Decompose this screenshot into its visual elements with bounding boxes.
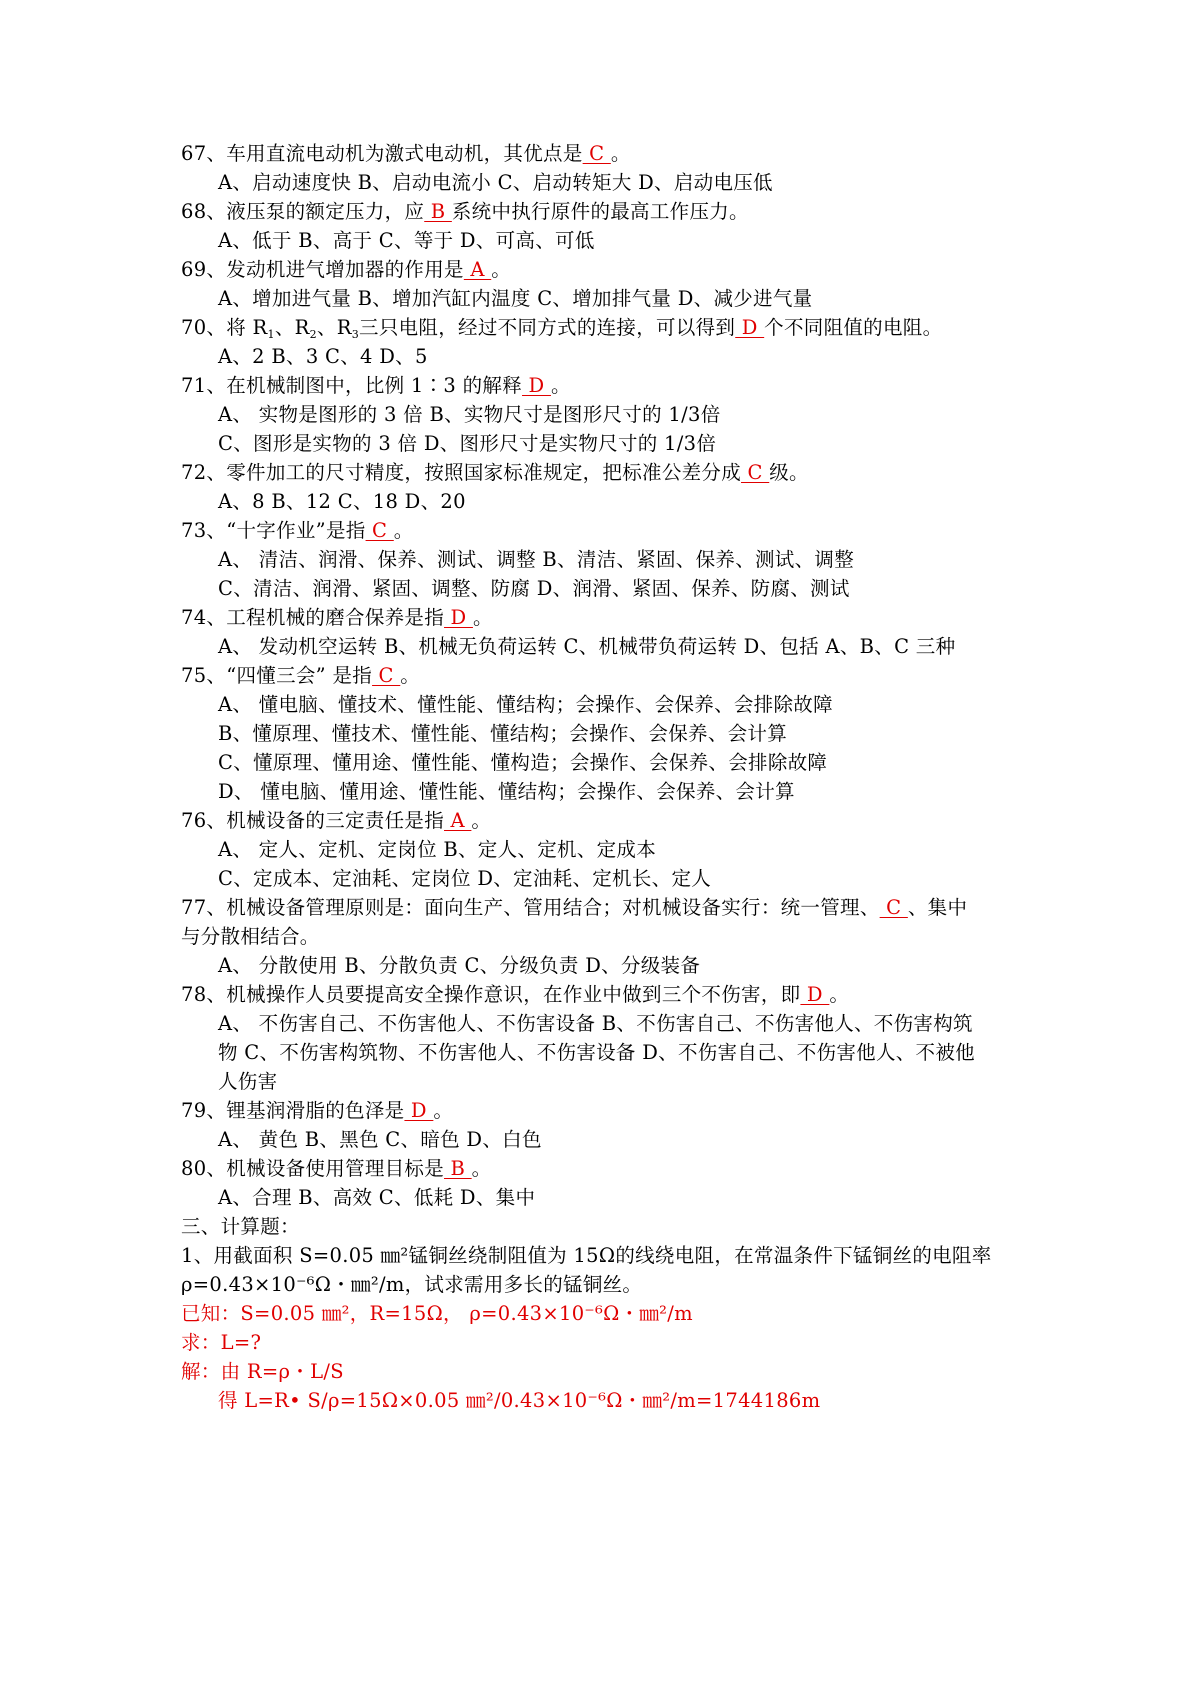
option-line: A、 黄色 B、黑色 C、暗色 D、白色 bbox=[218, 1128, 542, 1151]
answer-blank: D bbox=[800, 983, 830, 1006]
question-text: 。 bbox=[610, 142, 631, 165]
option-line: A、 清洁、润滑、保养、测试、调整 B、清洁、紧固、保养、测试、调整 bbox=[218, 548, 855, 571]
question-text: 。 bbox=[433, 1099, 454, 1122]
option-line: B、懂原理、懂技术、懂性能、懂结构；会操作、会保养、会计算 bbox=[218, 722, 788, 745]
answer-blank: A bbox=[444, 809, 472, 832]
question-q72 bbox=[181, 460, 809, 486]
question-q79 bbox=[181, 1098, 453, 1124]
answer-blank: C bbox=[365, 519, 394, 542]
answer-blank: C bbox=[741, 461, 770, 484]
question-q80 bbox=[181, 1156, 491, 1182]
separator: 、 bbox=[316, 316, 337, 339]
question-text: 70、将 R bbox=[181, 316, 268, 339]
question-text: 。 bbox=[471, 809, 492, 832]
question-text: 77、机械设备管理原则是：面向生产、管用结合；对机械设备实行：统一管理、 bbox=[181, 896, 880, 919]
question-continuation: 与分散相结合。 bbox=[181, 925, 320, 948]
option-line: A、低于 B、高于 C、等于 D、可高、可低 bbox=[218, 229, 595, 252]
question-text: 。 bbox=[472, 606, 493, 629]
known-values: 已知：S=0.05 ㎜²，R=15Ω， ρ=0.43×10⁻⁶Ω・㎜²/m bbox=[181, 1302, 693, 1325]
question-q69 bbox=[181, 257, 511, 283]
question-text: 79、锂基润滑脂的色泽是 bbox=[181, 1099, 405, 1122]
question-text: 72、零件加工的尺寸精度，按照国家标准规定，把标准公差分成 bbox=[181, 461, 742, 484]
question-q67 bbox=[181, 141, 631, 167]
option-line: A、增加进气量 B、增加汽缸内温度 C、增加排气量 D、减少进气量 bbox=[218, 287, 813, 310]
question-text: 67、车用直流电动机为激式电动机，其优点是 bbox=[181, 142, 583, 165]
answer-blank: C bbox=[582, 142, 611, 165]
question-text: 74、工程机械的磨合保养是指 bbox=[181, 606, 445, 629]
question-text: 78、机械操作人员要提高安全操作意识，在作业中做到三个不伤害，即 bbox=[181, 983, 801, 1006]
option-line: A、合理 B、高效 C、低耗 D、集中 bbox=[218, 1186, 536, 1209]
option-line: C、懂原理、懂用途、懂性能、懂构造；会操作、会保养、会排除故障 bbox=[218, 751, 828, 774]
answer-blank: C bbox=[879, 896, 908, 919]
solution-formula: 解：由 R=ρ・L/S bbox=[181, 1360, 344, 1383]
question-text: 。 bbox=[491, 258, 512, 281]
question-text: 。 bbox=[400, 664, 421, 687]
question-text: 三只电阻，经过不同方式的连接，可以得到 bbox=[359, 316, 736, 339]
question-text: 。 bbox=[550, 374, 571, 397]
problem-text: ρ=0.43×10⁻⁶Ω・㎜²/m，试求需用多长的锰铜丝。 bbox=[181, 1273, 643, 1296]
separator: 、 bbox=[274, 316, 295, 339]
question-q73 bbox=[181, 518, 414, 544]
question-text: 75、“四懂三会” 是指 bbox=[181, 664, 373, 687]
problem-text: 1、用截面积 S=0.05 ㎜²锰铜丝绕制阻值为 15Ω的线绕电阻，在常温条件下锰铜丝的电阻率 bbox=[181, 1244, 992, 1267]
section-heading: 三、计算题： bbox=[181, 1215, 300, 1238]
subscript: 3 bbox=[351, 328, 360, 341]
question-text: 级。 bbox=[769, 461, 809, 484]
answer-blank: D bbox=[404, 1099, 434, 1122]
subscript: 1 bbox=[267, 328, 275, 341]
question-q77 bbox=[181, 895, 967, 921]
question-text: 73、“十字作业”是指 bbox=[181, 519, 366, 542]
find-value: 求：L=? bbox=[181, 1331, 262, 1354]
solution-result: 得 L=R• S/ρ=15Ω×0.05 ㎜²/0.43×10⁻⁶Ω・㎜²/m=1744186m bbox=[218, 1389, 821, 1412]
question-text: 。 bbox=[829, 983, 850, 1006]
option-line: C、清洁、润滑、紧固、调整、防腐 D、润滑、紧固、保养、防腐、测试 bbox=[218, 577, 850, 600]
option-line: A、8 B、12 C、18 D、20 bbox=[218, 490, 466, 513]
option-line: C、定成本、定油耗、定岗位 D、定油耗、定机长、定人 bbox=[218, 867, 712, 890]
question-q74 bbox=[181, 605, 493, 631]
question-q75 bbox=[181, 663, 420, 689]
option-line: A、 不伤害自己、不伤害他人、不伤害设备 B、不伤害自己、不伤害他人、不伤害构筑 bbox=[218, 1012, 973, 1035]
resistor-label: R bbox=[336, 316, 352, 339]
question-text: 。 bbox=[393, 519, 414, 542]
question-q71 bbox=[181, 373, 571, 399]
option-line: 人伤害 bbox=[218, 1070, 278, 1093]
answer-blank: A bbox=[463, 258, 492, 281]
question-text: 个不同阻值的电阻。 bbox=[764, 316, 943, 339]
option-line: A、2 B、3 C、4 D、5 bbox=[218, 345, 428, 368]
option-line: C、图形是实物的 3 倍 D、图形尺寸是实物尺寸的 1/3倍 bbox=[218, 432, 717, 455]
answer-blank: D bbox=[522, 374, 551, 397]
answer-blank: C bbox=[372, 664, 401, 687]
option-line: A、 发动机空运转 B、机械无负荷运转 C、机械带负荷运转 D、包括 A、B、C 三种 bbox=[218, 635, 956, 658]
question-text: 68、液压泵的额定压力，应 bbox=[181, 200, 425, 223]
question-q76 bbox=[181, 808, 491, 834]
option-line: 物 C、不伤害构筑物、不伤害他人、不伤害设备 D、不伤害自己、不伤害他人、不被他 bbox=[218, 1041, 975, 1064]
question-text: 80、机械设备使用管理目标是 bbox=[181, 1157, 445, 1180]
option-line: A、 实物是图形的 3 倍 B、实物尺寸是图形尺寸的 1/3倍 bbox=[218, 403, 721, 426]
question-text: 69、发动机进气增加器的作用是 bbox=[181, 258, 464, 281]
answer-blank: D bbox=[444, 606, 473, 629]
question-text: 系统中执行原件的最高工作压力。 bbox=[451, 200, 749, 223]
question-text: 。 bbox=[471, 1157, 492, 1180]
subscript: 2 bbox=[309, 328, 317, 341]
answer-blank: B bbox=[444, 1157, 472, 1180]
option-line: A、 懂电脑、懂技术、懂性能、懂结构；会操作、会保养、会排除故障 bbox=[218, 693, 833, 716]
option-line: A、 定人、定机、定岗位 B、定人、定机、定成本 bbox=[218, 838, 657, 861]
option-line: D、 懂电脑、懂用途、懂性能、懂结构；会操作、会保养、会计算 bbox=[218, 780, 795, 803]
answer-blank: D bbox=[735, 316, 765, 339]
answer-blank: B bbox=[424, 200, 452, 223]
option-line: A、启动速度快 B、启动电流小 C、启动转矩大 D、启动电压低 bbox=[218, 171, 773, 194]
question-text: 71、在机械制图中，比例 1∶3 的解释 bbox=[181, 374, 523, 397]
resistor-label: R bbox=[294, 316, 310, 339]
question-q68 bbox=[181, 199, 749, 225]
question-text: 、集中 bbox=[907, 896, 968, 919]
question-q78 bbox=[181, 982, 849, 1008]
question-text: 76、机械设备的三定责任是指 bbox=[181, 809, 445, 832]
option-line: A、 分散使用 B、分散负责 C、分级负责 D、分级装备 bbox=[218, 954, 701, 977]
